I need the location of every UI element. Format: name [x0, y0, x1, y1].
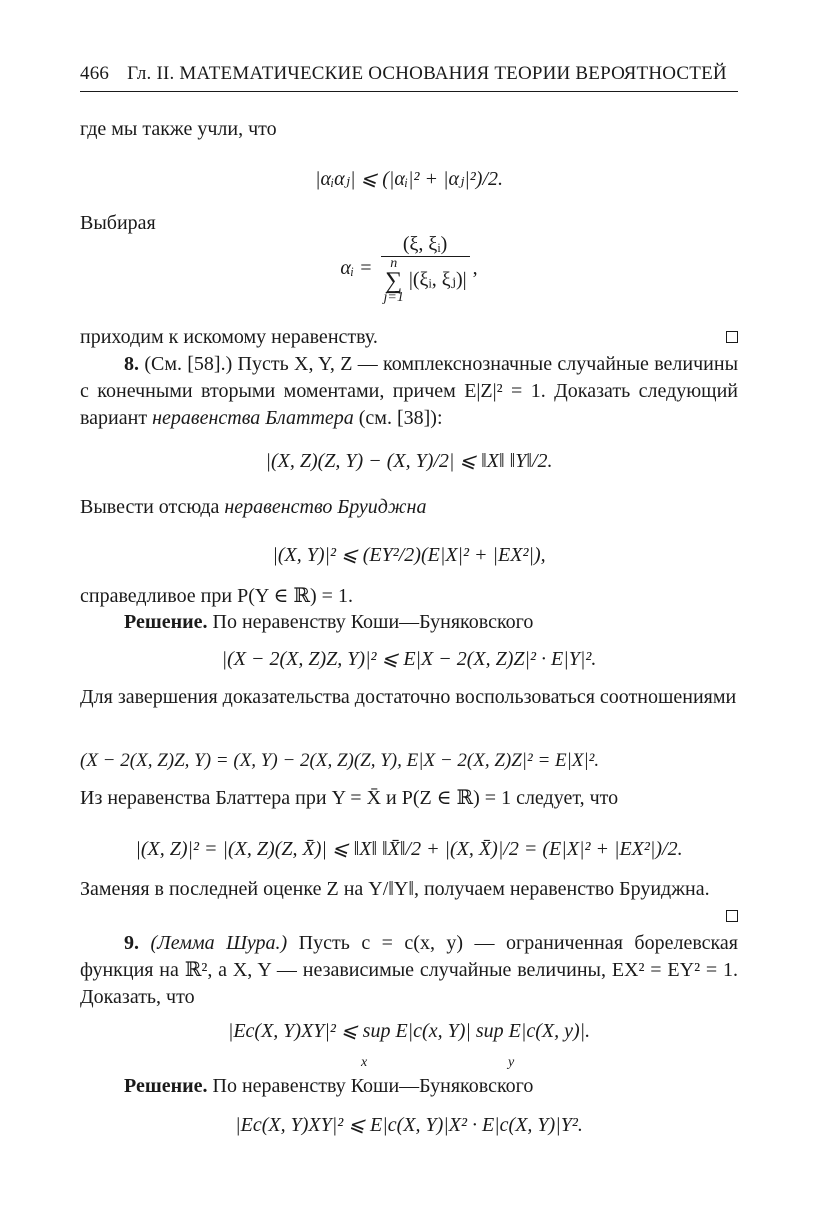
- eq2-den-text: |(ξᵢ, ξⱼ)|: [408, 268, 467, 291]
- problem-number: 8.: [124, 353, 139, 375]
- problem-8-text-end: (см. [38]):: [353, 407, 443, 429]
- schur-lemma-title: (Лемма Шура.): [150, 932, 288, 954]
- bruijn-inequality-name: неравенство Бруиджна: [224, 496, 427, 518]
- solution-line: [80, 609, 738, 636]
- equation-9: |Ec(X, Y)XY|² ⩽ E|c(X, Y)|X² · E|c(X, Y)|Y².: [235, 1114, 583, 1136]
- qed-square: [726, 910, 738, 922]
- eq2-denominator: [381, 257, 470, 305]
- solution-line: [80, 1073, 738, 1100]
- eq2-fraction: [381, 232, 470, 305]
- sum-symbol: n ∑ j=1: [383, 256, 404, 305]
- solution-text: По неравенству Коши—Буняковского: [207, 1075, 534, 1097]
- sup-subscript-y: y: [508, 1055, 515, 1070]
- equation-8: [80, 1018, 738, 1068]
- problem-8: [80, 351, 738, 432]
- chapter-title: Гл. II. МАТЕМАТИЧЕСКИЕ ОСНОВАНИЯ ТЕОРИИ ВЕРОЯТНОСТЕЙ: [127, 63, 727, 84]
- eq2-lhs: αᵢ =: [340, 257, 373, 279]
- equation-5: |(X − 2(X, Z)Z, Y)|² ⩽ E|X − 2(X, Z)Z|² · E|Y|².: [221, 648, 597, 670]
- text-line: справедливое при P(Y ∈ ℝ) = 1.: [80, 585, 353, 607]
- page-number: 466: [80, 63, 110, 84]
- eq2-numerator: (ξ, ξᵢ): [381, 232, 470, 257]
- equation-6: (X − 2(X, Z)Z, Y) = (X, Y) − 2(X, Z)(Z, Y), E|X − 2(X, Z)Z|² = E|X|².: [80, 750, 600, 771]
- problem-9: [80, 930, 738, 1011]
- paragraph: Для завершения доказательства достаточно воспользоваться соотношениями: [80, 686, 737, 708]
- text-line: Выбирая: [80, 212, 156, 234]
- problem-8-emphasis: неравенства Блаттера: [152, 407, 354, 429]
- equation-1: |αᵢαⱼ| ⩽ (|αᵢ|² + |αⱼ|²)/2.: [315, 168, 503, 190]
- sup-subscript-x: x: [361, 1055, 368, 1070]
- sum-upper: n: [390, 256, 398, 271]
- qed-square: [726, 331, 738, 343]
- paragraph: Заменяя в последней оценке Z на Y/‖Y‖, получаем неравенство Бруиджна.: [80, 878, 710, 900]
- running-header: [80, 60, 738, 92]
- text-span: Вывести отсюда: [80, 496, 225, 518]
- equation-8-text: |Ec(X, Y)XY|² ⩽ sup E|c(x, Y)| sup E|c(X, y)|.: [227, 1020, 591, 1042]
- problem-8-text: (См. [58].) Пусть X, Y, Z — комплекснозначные случайные величины с конечными вторыми моментами, причем E|Z|² = 1. Доказать следующий вариант: [80, 353, 739, 429]
- solution-label: Решение.: [124, 611, 208, 633]
- text-line: [80, 494, 738, 521]
- problem-number: 9.: [124, 932, 139, 954]
- equation-7: |(X, Z)|² = |(X, Z)(Z, X̄)| ⩽ ‖X‖ ‖X̄‖/2 + |(X, X̄)|/2 = (E|X|² + |EX²|)/2.: [135, 838, 683, 860]
- text-line: где мы также учли, что: [80, 118, 277, 140]
- equation-4: |(X, Y)|² ⩽ (EY²/2)(E|X|² + |EX²|),: [272, 544, 546, 566]
- sum-lower: j=1: [383, 290, 404, 305]
- equation-3: |(X, Z)(Z, Y) − (X, Y)/2| ⩽ ‖X‖ ‖Y‖/2.: [265, 450, 553, 472]
- problem-9-text: Пусть c = c(x, y) — ограниченная борелевская функция на ℝ², а X, Y — независимые случайные величины, EX² = EY² = 1. Доказать, что: [80, 932, 739, 1008]
- text-line: приходим к искомому неравенству.: [80, 326, 378, 348]
- paragraph: Из неравенства Блаттера при Y = X̄ и P(Z ∈ ℝ) = 1 следует, что: [80, 787, 619, 809]
- solution-text: По неравенству Коши—Буняковского: [207, 611, 534, 633]
- solution-label: Решение.: [124, 1075, 208, 1097]
- equation-2: αᵢ = (ξ, ξᵢ) n ∑ j=1 |(ξᵢ, ξⱼ)| ,: [340, 233, 478, 305]
